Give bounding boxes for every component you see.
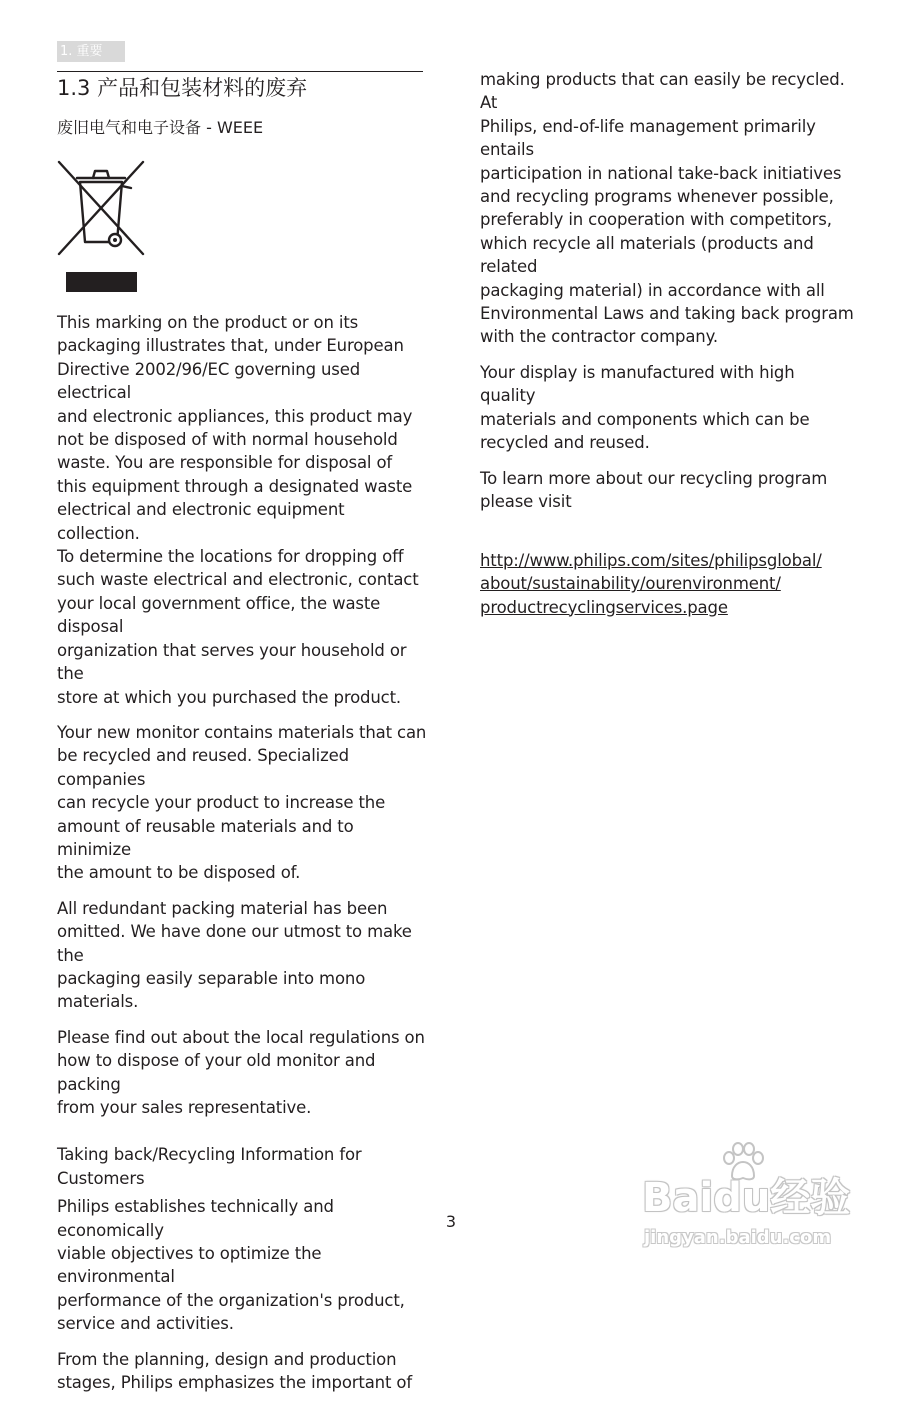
paragraph-end-of-life: making products that can easily be recycled. At Philips, end-of-life management primarily entails participation in national take-back initiatives and recycling programs whenever possible, preferably in cooperation with competitors, which recycle all materials (products and related packaging material) in accordance with all Environmental Laws and taking back program with the contractor company. bbox=[480, 70, 854, 347]
paragraph-local-regulations: Please find out about the local regulations on how to dispose of your old monitor and packing from your sales representative. bbox=[57, 1027, 425, 1117]
page-number: 3 bbox=[445, 1212, 457, 1231]
section-subtitle: 废旧电气和电子设备 - WEEE bbox=[57, 118, 264, 137]
paragraph-packing-material: All redundant packing material has been omitted. We have done our utmost to make the packaging easily separable into mono materials. bbox=[57, 898, 412, 1012]
baidu-jingyan-logo: Baidu经验 bbox=[642, 1175, 851, 1221]
link-paragraph bbox=[480, 525, 855, 619]
left-column bbox=[57, 311, 427, 1406]
section-title: 1.3 产品和包装材料的废弃 bbox=[57, 71, 423, 102]
heading-take-back-recycling: Taking back/Recycling Information for Customers bbox=[57, 1145, 362, 1188]
right-column bbox=[480, 68, 855, 631]
paragraph-display-quality: Your display is manufactured with high quality materials and components which can be recycled and reused. bbox=[480, 362, 810, 453]
chapter-tab: 1. 重要 bbox=[57, 41, 125, 62]
weee-underline-bar bbox=[66, 272, 137, 292]
recycling-services-link[interactable]: http://www.philips.com/sites/philipsglobal/ about/sustainability/ourenvironment/ productrecyclingservices.page bbox=[480, 550, 822, 617]
watermark-url: jingyan.baidu.com bbox=[644, 1227, 832, 1248]
baidu-jingyan-watermark bbox=[628, 1142, 858, 1270]
paragraph-recyclable-materials: Your new monitor contains materials that can be recycled and reused. Specialized companies can recycle your product to increase the amount of reusable materials and to minimize the amount to be disposed of. bbox=[57, 722, 427, 883]
paragraph-learn-more: To learn more about our recycling program please visit bbox=[480, 468, 828, 511]
paragraph-planning-design: From the planning, design and production stages, Philips emphasizes the important of bbox=[57, 1349, 413, 1393]
paragraph-philips-objectives: Philips establishes technically and economically viable objectives to optimize the environmental performance of the organization's product, service and activities. bbox=[57, 1197, 405, 1334]
crossed-out-wheeled-bin-icon bbox=[55, 158, 147, 258]
paragraph-weee-marking: This marking on the product or on its packaging illustrates that, under European Directive 2002/96/EC governing used electrical and electronic appliances, this product may not be disposed of with normal household waste. You are responsible for disposal of this equipment through a designated waste electrical and electronic equipment collection. To determine the locations for dropping off such waste electrical and electronic, contact your local government office, the waste disposal organization that serves your household or the store at which you purchased the product. bbox=[57, 313, 419, 707]
